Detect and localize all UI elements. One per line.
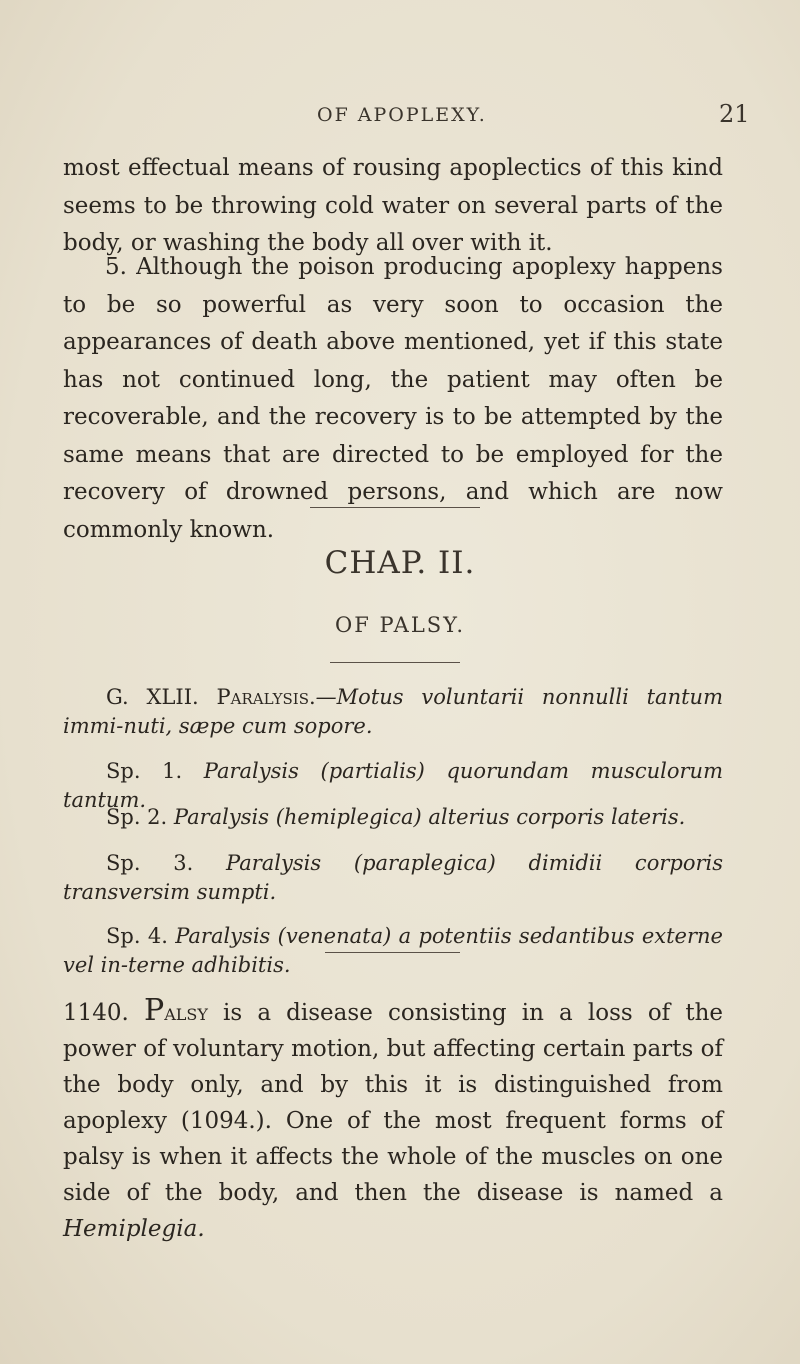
chapter-title: CHAP. II. bbox=[324, 545, 476, 581]
genus-label: G. XLII. bbox=[106, 685, 199, 709]
divider-rule bbox=[330, 662, 460, 663]
paragraph-5: 5. Although the poison producing apoplexy happens to be so powerful as very soon to occasion the appearances of death above mentioned, yet if this state has not continued long, the patient may often be recoverable, and the recovery is to be attempted by the same means that are directed to be employed for the recovery of drowned persons, and which are now commonly known. bbox=[63, 254, 723, 543]
divider-rule bbox=[310, 507, 480, 508]
page-number: 21 bbox=[719, 100, 750, 128]
initial-letter: P bbox=[144, 993, 165, 1028]
paragraph-1140 bbox=[63, 993, 723, 1247]
running-title: OF APOPLEXY. bbox=[317, 104, 487, 126]
species-qualifier: (venenata) bbox=[277, 924, 392, 948]
species-label: Sp. 1. bbox=[106, 759, 183, 783]
species-name: Paralysis bbox=[175, 924, 271, 948]
chapter-subtitle: OF PALSY. bbox=[335, 613, 465, 637]
species-label: Sp. 3. bbox=[106, 851, 194, 875]
species-text: a potentiis sedantibus externe vel in-terne adhibitis. bbox=[63, 924, 723, 977]
genus-name: Paralysis. bbox=[216, 685, 316, 709]
genus-definition bbox=[63, 683, 723, 741]
term-hemiplegia: Hemiplegia. bbox=[63, 1216, 205, 1242]
initial-word-rest: alsy bbox=[164, 1000, 208, 1026]
species-label: Sp. 2. bbox=[106, 805, 168, 829]
species-name: Paralysis bbox=[173, 805, 270, 829]
species-text: alterius corporis lateris. bbox=[428, 805, 686, 829]
species-qualifier: (hemiplegica) bbox=[275, 805, 422, 829]
genus-text: —Motus voluntarii nonnulli tantum immi-nuti, sæpe cum sopore. bbox=[63, 685, 723, 738]
species-definition bbox=[63, 922, 723, 980]
species-qualifier: (paraplegica) bbox=[353, 851, 496, 875]
section-text: is a disease consisting in a loss of the power of voluntary motion, but affecting certain parts of the body only, and by this it is distinguished from apoplexy (1094.). One of the most frequent forms of palsy is when it affects the whole of the muscles on one side of the body, and then the disease is named a bbox=[63, 1000, 723, 1206]
species-name: Paralysis bbox=[203, 759, 299, 783]
species-definition bbox=[63, 803, 723, 832]
running-head bbox=[0, 100, 800, 140]
species-qualifier: (partialis) bbox=[320, 759, 425, 783]
species-name: Paralysis bbox=[226, 851, 322, 875]
species-label: Sp. 4. bbox=[106, 924, 168, 948]
species-text: dimidii corporis transversim sumpti. bbox=[63, 851, 723, 904]
divider-rule bbox=[325, 952, 460, 953]
section-number: 1140. bbox=[63, 1000, 129, 1026]
species-definition bbox=[63, 849, 723, 907]
species-text: quorundam musculorum tantum. bbox=[63, 759, 723, 812]
paragraph-continuation: most effectual means of rousing apoplectics of this kind seems to be throwing cold water on several parts of the body, or washing the body all over with it. bbox=[63, 155, 723, 256]
